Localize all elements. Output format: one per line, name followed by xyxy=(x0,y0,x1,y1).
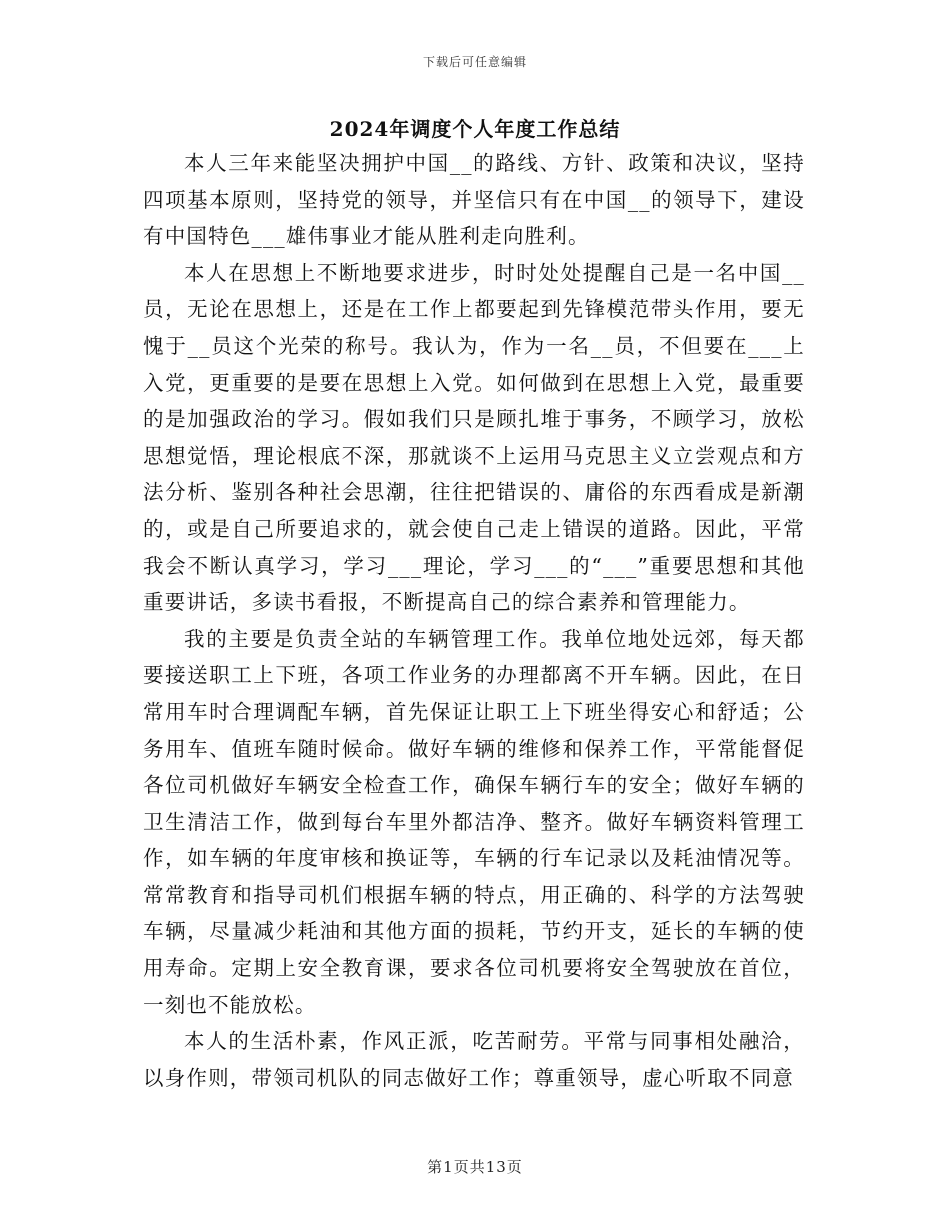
document-body xyxy=(143,145,805,1096)
page-number-footer: 第1页共13页 xyxy=(427,1158,523,1176)
paragraph: 我的主要是负责全站的车辆管理工作。我单位地处远郊，每天都要接送职工上下班，各项工作业务的办理都离不开车辆。因此，在日常用车时合理调配车辆，首先保证让职工上下班坐得安心和舒适；公务用车、值班车随时候命。做好车辆的维修和保养工作，平常能督促各位司机做好车辆安全检查工作，确保车辆行车的安全；做好车辆的卫生清洁工作，做到每台车里外都洁净、整齐。做好车辆资料管理工作，如车辆的年度审核和换证等，车辆的行车记录以及耗油情况等。常常教育和指导司机们根据车辆的特点，用正确的、科学的方法驾驶车辆，尽量减少耗油和其他方面的损耗，节约开支，延长的车辆的使用寿命。定期上安全教育课，要求各位司机要将安全驾驶放在首位，一刻也不能放松。 xyxy=(143,626,805,1017)
paragraph: 本人的生活朴素，作风正派，吃苦耐劳。平常与同事相处融洽，以身作则，带领司机队的同志做好工作；尊重领导，虚心听取不同意 xyxy=(143,1029,805,1090)
paragraph: 本人在思想上不断地要求进步，时时处处提醒自己是一名中国__员，无论在思想上，还是在工作上都要起到先锋模范带头作用，要无愧于__员这个光荣的称号。我认为，作为一名__员，不但要在___上入党，更重要的是要在思想上入党。如何做到在思想上入党，最重要的是加强政治的学习。假如我们只是顾扎堆于事务，不顾学习，放松思想觉悟，理论根底不深，那就谈不上运用马克思主义立尝观点和方法分析、鉴别各种社会思潮，往往把错误的、庸俗的东西看成是新潮的，或是自己所要追求的，就会使自己走上错误的道路。因此，平常我会不断认真学习，学习___理论，学习___的“___”重要思想和其他重要讲话，多读书看报，不断提高自己的综合素养和管理能力。 xyxy=(143,260,805,615)
document-title: 2024年调度个人年度工作总结 xyxy=(329,117,621,141)
header-note: 下载后可任意编辑 xyxy=(422,55,527,69)
paragraph: 本人三年来能坚决拥护中国__的路线、方针、政策和决议，坚持四项基本原则，坚持党的领导，并坚信只有在中国__的领导下，建设有中国特色___雄伟事业才能从胜利走向胜利。 xyxy=(143,151,805,249)
